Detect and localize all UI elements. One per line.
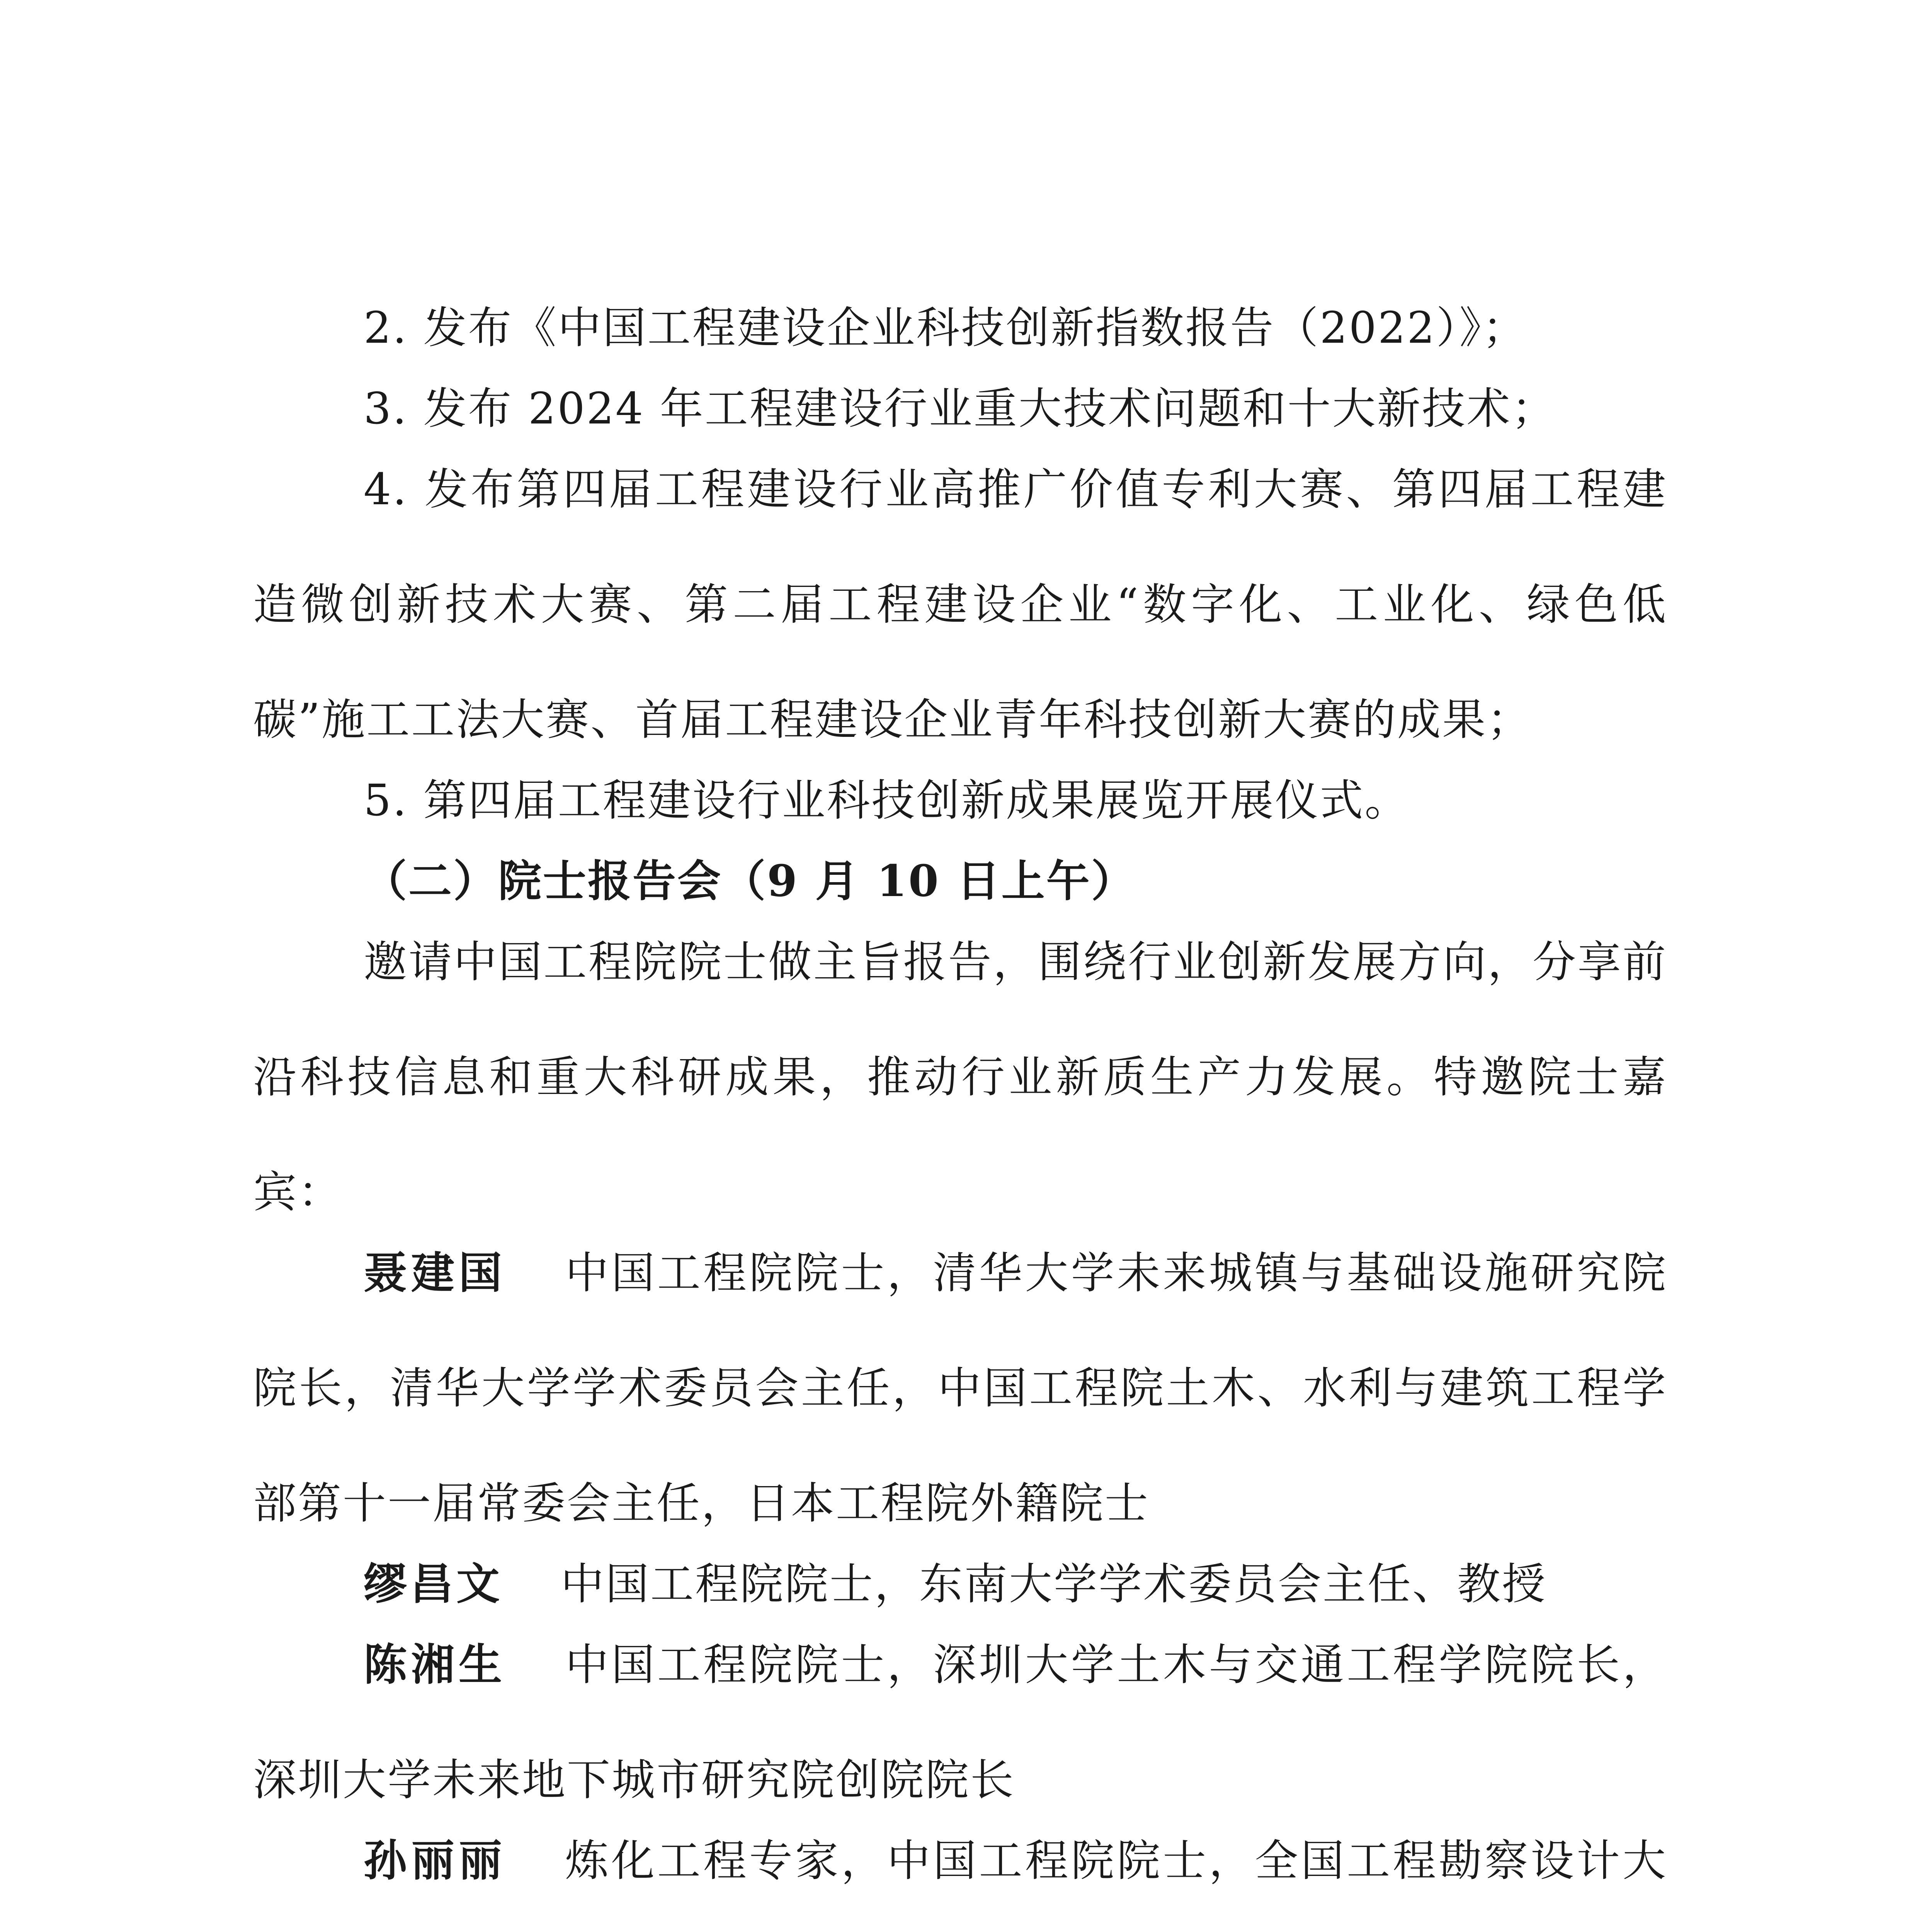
section-heading-academician-report: （二）院士报告会（9 月 10 日上午） <box>364 856 1136 906</box>
list-item-2: 2. 发布《中国工程建设企业科技创新指数报告（2022）》； <box>364 303 1527 353</box>
list-item-4: 4. 发布第四届工程建设行业高推广价值专利大赛、第四届工程建造微创新技术大赛、第二届工程建设企业“数字化、工业化、绿色低碳”施工工法大赛、首届工程建设企业青年科技创新大赛的成果； <box>253 464 1667 745</box>
guest-description: 中国工程院院士，清华大学未来城镇与基础设施研究院院长，清华大学学术委员会主任，中国工程院土木、水利与建筑工程学部第十一届常委会主任，日本工程院外籍院士 <box>253 1248 1668 1529</box>
section-intro: 邀请中国工程院院士做主旨报告，围绕行业创新发展方向，分享前沿科技信息和重大科研成果，推动行业新质生产力发展。特邀院士嘉宾： <box>253 937 1667 1218</box>
guest-name: 缪昌文 <box>364 1559 503 1609</box>
guest-name: 陈湘生 <box>364 1639 506 1690</box>
guest-description: 炼化工程专家，中国工程院院士，全国工程勘察设计大 <box>564 1836 1668 1886</box>
guest-name: 聂建国 <box>364 1248 506 1298</box>
guest-entry <box>253 1216 1667 1561</box>
list-item-5: 5. 第四届工程建设行业科技创新成果展览开展仪式。 <box>364 776 1410 826</box>
guest-entry <box>253 1803 1667 1932</box>
list-item-3: 3. 发布 2024 年工程建设行业重大技术问题和十大新技术； <box>364 384 1556 434</box>
document-body <box>253 270 1667 1932</box>
guest-description: 中国工程院院士，东南大学学术委员会主任、教授 <box>561 1559 1547 1609</box>
guest-name: 孙丽丽 <box>364 1835 506 1886</box>
guest-description: 中国工程院院士，深圳大学土木与交通工程学院院长，深圳大学未来地下城市研究院创院院长 <box>253 1640 1668 1805</box>
